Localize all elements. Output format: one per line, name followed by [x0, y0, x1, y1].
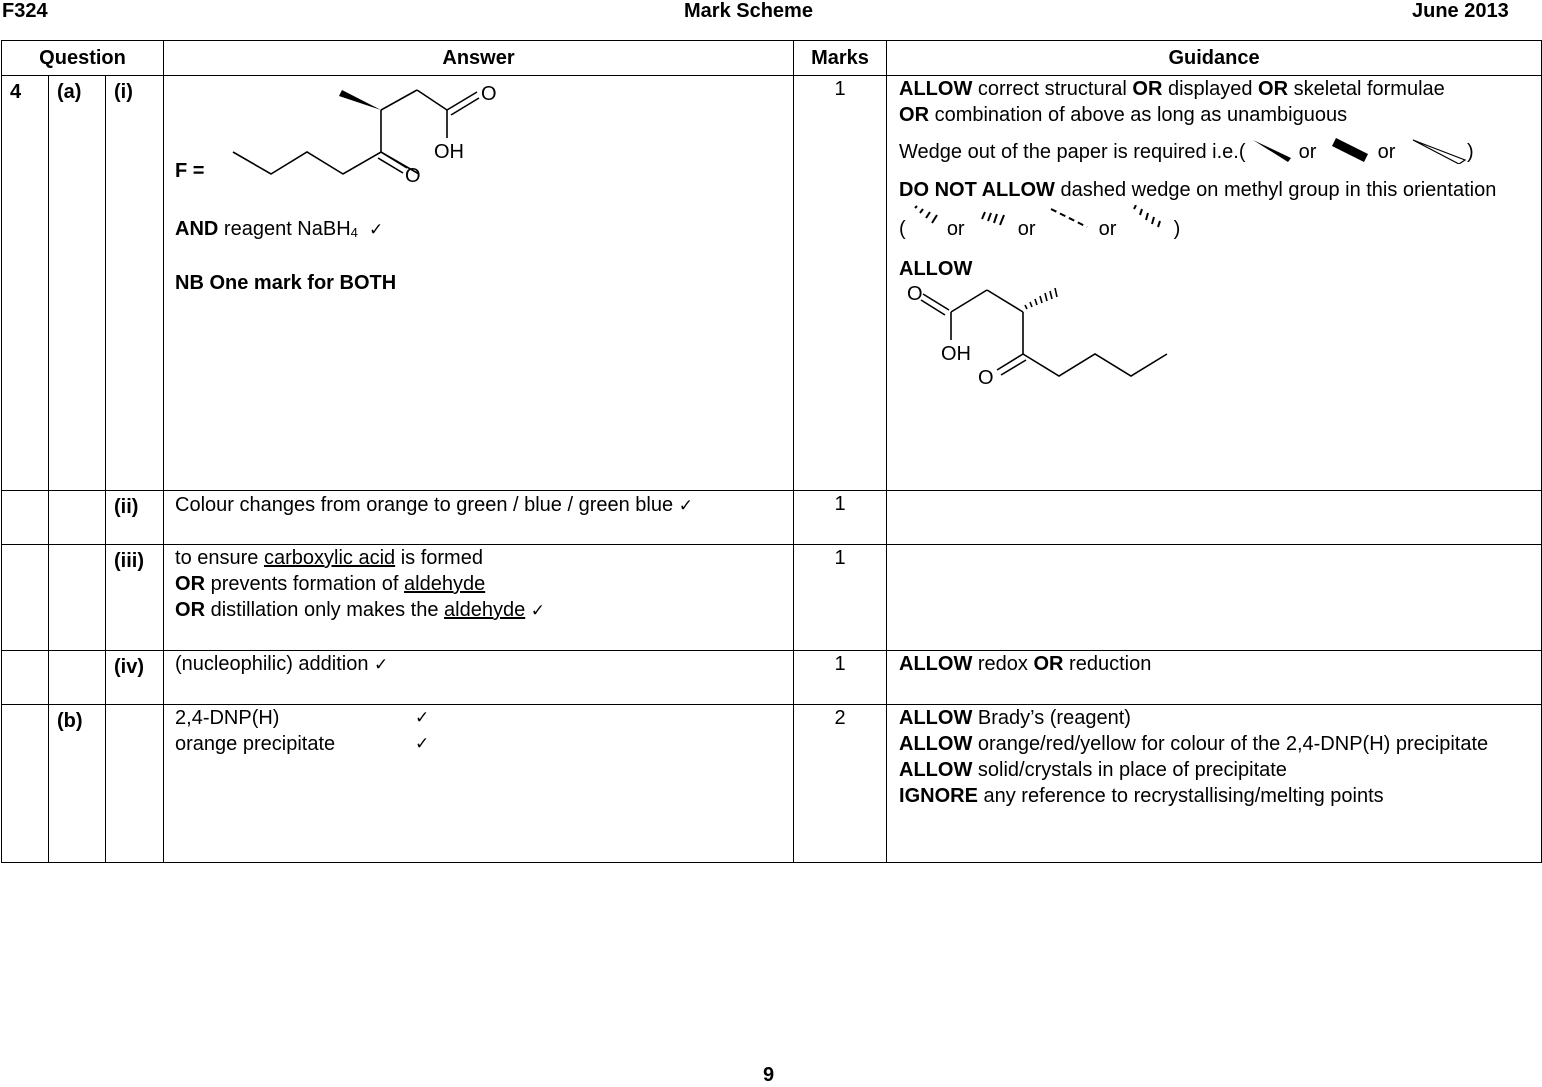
dashed-wedge-examples [899, 205, 1533, 242]
answer-text: (nucleophilic) addition [175, 653, 369, 675]
guidance-text: orange/red/yellow for colour of the 2,4-DNP(H) precipitate [977, 733, 1489, 755]
header-answer: Answer [164, 41, 794, 76]
allow-keyword: ALLOW [899, 707, 973, 729]
solid-wedge-icon [1251, 138, 1293, 162]
guidance-line [899, 783, 1533, 809]
exam-date: June 2013 [1412, 0, 1509, 22]
guidance-text: dashed wedge on methyl group in this orientation [1060, 179, 1497, 201]
or-text: or [1377, 141, 1396, 163]
allow-keyword: ALLOW [899, 78, 973, 100]
tick-icon: ✓ [415, 708, 430, 728]
header-guidance: Guidance [887, 41, 1542, 76]
paper-code: F324 [2, 0, 48, 22]
guidance-line [899, 705, 1533, 731]
answer-text: prevents formation of [210, 573, 399, 595]
alternative-structure [899, 276, 1199, 386]
marks-cell: 1 [794, 76, 887, 491]
guidance-not-allow [899, 177, 1533, 203]
question-subpart: (iii) [106, 545, 164, 651]
or-text: or [1298, 141, 1317, 163]
header-marks: Marks [794, 41, 887, 76]
question-number: 4 [2, 76, 49, 491]
or-text: or [1098, 218, 1117, 240]
tick-icon: ✓ [530, 601, 546, 621]
table-row [2, 651, 1542, 705]
question-part: (b) [49, 705, 106, 863]
question-subpart: (i) [106, 76, 164, 491]
header-question: Question [2, 41, 164, 76]
ignore-keyword: IGNORE [899, 785, 978, 807]
reagent-subscript: 4 [350, 225, 358, 240]
or-text: or [1017, 218, 1036, 240]
answer-text: orange precipitate [175, 733, 336, 755]
answer-cell [164, 491, 794, 545]
marks-cell: 1 [794, 651, 887, 705]
dashed-bond-icon [1047, 205, 1093, 233]
page-number: 9 [763, 1064, 775, 1086]
guidance-cell [887, 651, 1542, 705]
ketone-oxygen-label: O [978, 367, 994, 386]
tick-icon: ✓ [678, 496, 693, 516]
or-keyword: OR [175, 599, 206, 621]
guidance-text: reduction [1069, 653, 1152, 675]
do-not-allow-keyword: DO NOT ALLOW [899, 179, 1055, 201]
answer-text: is formed [400, 547, 483, 569]
guidance-text: correct structural [977, 78, 1127, 100]
mark-note: NB One mark for BOTH [175, 272, 397, 294]
wedge-text: Wedge out of the paper is required i.e.( [899, 141, 1246, 163]
answer-cell [164, 76, 794, 491]
tick-icon: ✓ [374, 655, 389, 675]
answer-underlined: aldehyde [404, 573, 486, 595]
f-label: F = [175, 160, 205, 182]
guidance-cell [887, 76, 1542, 491]
guidance-allow-formulae [899, 76, 1533, 128]
or-text: or [946, 218, 965, 240]
question-subpart: (iv) [106, 651, 164, 705]
tick-icon: ✓ [369, 220, 384, 240]
mark-scheme-table [1, 40, 1542, 863]
guidance-text: solid/crystals in place of precipitate [977, 759, 1287, 781]
or-keyword: OR [1033, 653, 1064, 675]
wedge-requirement [899, 136, 1533, 165]
guidance-text: displayed [1167, 78, 1253, 100]
compound-f-structure [215, 76, 555, 186]
marks-cell: 1 [794, 545, 887, 651]
marks-cell: 2 [794, 705, 887, 863]
allow-keyword: ALLOW [899, 759, 973, 781]
question-subpart: (ii) [106, 491, 164, 545]
hydroxyl-label: OH [434, 141, 465, 163]
table-header-row [2, 41, 1542, 76]
table-row [2, 545, 1542, 651]
answer-line [175, 545, 785, 571]
open-paren: ( [899, 218, 906, 240]
bold-wedge-icon [1332, 138, 1372, 162]
or-keyword: OR [899, 104, 930, 126]
allow-keyword: ALLOW [899, 653, 973, 675]
allow-alt-structure: ALLOW [899, 258, 973, 280]
answer-text: Colour changes from orange to green / blue / green blue [175, 494, 674, 516]
ketone-oxygen-label: O [405, 165, 421, 186]
or-keyword: OR [1132, 78, 1163, 100]
guidance-text: any reference to recrystallising/melting points [983, 785, 1384, 807]
answer-line [175, 597, 785, 624]
hydroxyl-label: OH [941, 343, 972, 365]
question-part: (a) [49, 76, 106, 491]
or-keyword: OR [1258, 78, 1289, 100]
reagent-text: reagent NaBH [223, 218, 351, 240]
table-row [2, 491, 1542, 545]
guidance-text: Brady’s (reagent) [977, 707, 1131, 729]
tapered-hash-icon [1128, 205, 1168, 233]
answer-text: 2,4-DNP(H) [175, 707, 280, 729]
table-row [2, 705, 1542, 863]
guidance-line [899, 757, 1533, 783]
reagent-line [175, 216, 785, 243]
dashed-wedge-icon [911, 205, 941, 233]
answer-underlined: carboxylic acid [263, 547, 396, 569]
answer-text: to ensure [175, 547, 259, 569]
answer-cell [164, 705, 794, 863]
answer-cell [164, 545, 794, 651]
open-wedge-icon [1411, 136, 1467, 164]
marks-cell: 1 [794, 491, 887, 545]
close-paren: ) [1466, 141, 1474, 163]
tick-icon: ✓ [415, 734, 430, 754]
answer-text: distillation only makes the [210, 599, 439, 621]
or-keyword: OR [175, 573, 206, 595]
document-title: Mark Scheme [684, 0, 813, 22]
oxygen-label: O [907, 283, 923, 305]
table-row [2, 76, 1542, 491]
guidance-text: redox [977, 653, 1028, 675]
answer-underlined: aldehyde [444, 599, 526, 621]
guidance-text: combination of above as long as unambiguous [934, 104, 1348, 126]
answer-line [175, 571, 785, 597]
reagent-and: AND [175, 218, 219, 240]
hashed-wedge-icon [976, 205, 1012, 233]
close-paren: ) [1173, 218, 1181, 240]
allow-keyword: ALLOW [899, 733, 973, 755]
guidance-cell [887, 705, 1542, 863]
oxygen-label: O [481, 83, 497, 105]
guidance-text: skeletal formulae [1293, 78, 1445, 100]
answer-cell [164, 651, 794, 705]
guidance-line [899, 731, 1533, 757]
